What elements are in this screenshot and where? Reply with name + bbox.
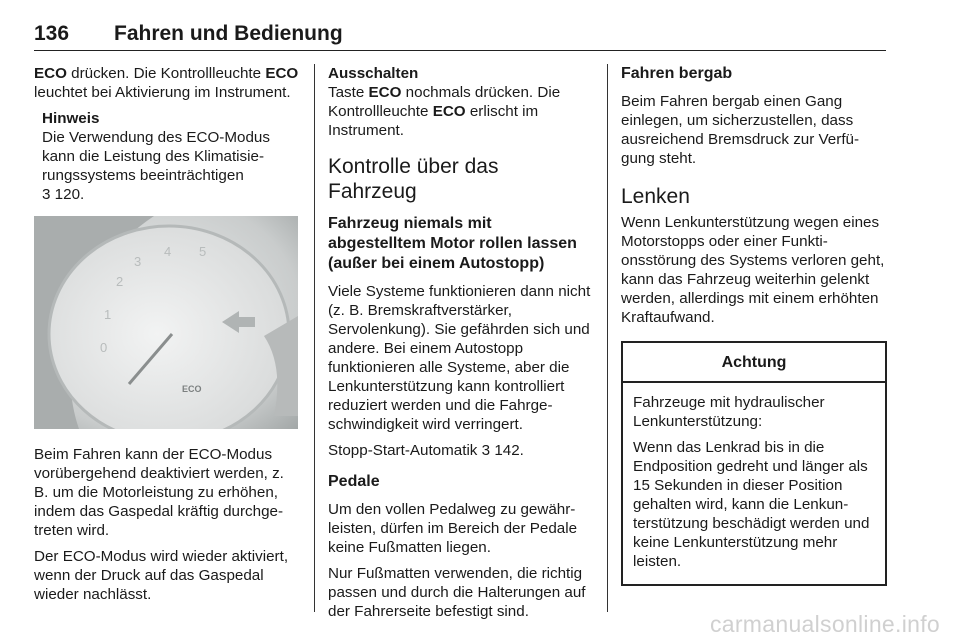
instrument-cluster-photo — [34, 216, 298, 429]
caution-heading: Achtung — [623, 343, 885, 383]
note-block — [42, 109, 300, 204]
page-ref-arrow-icon: 3 — [481, 442, 491, 459]
pedals-heading: Pedale — [328, 473, 380, 490]
floor-mats-paragraph: Nur Fußmatten verwenden, die richtig passen und durch die Halterungen auf der Fahrerseite befestigt sind. — [328, 565, 586, 620]
steering-paragraph: Wenn Lenkunterstützung wegen eines Motorstopps oder einer Funktionsstörung des Systems verloren geht, kann das Fahrzeug weiterhin gelenkt werden, allerdings mit einem erhöhten Kraftaufwand. — [621, 214, 885, 326]
svg-text:0: 0 — [100, 340, 108, 355]
svg-text:ECO: ECO — [182, 384, 202, 394]
caution-body — [623, 383, 885, 584]
eco-activation-paragraph: ECO drücken. Die Kontrollleuchte ECO leuchtet bei Aktivierung im Instrument. — [34, 65, 299, 101]
switch-off-heading: Ausschalten — [328, 65, 419, 82]
column-divider-1 — [314, 64, 315, 612]
page-title: Fahren und Bedienung — [114, 22, 343, 45]
systems-paragraph: Viele Systeme funktionieren dann nicht (z. B. Bremskraftverstärker, Servolenkung). Sie gefährden sich und andere. Bei einem Autostopp funktionieren alle Systeme, aber die Lenkunterstützung kann kontrolliert reduziert werden und die Fahrgeschwindigkeit wird verringert. — [328, 283, 591, 433]
downhill-paragraph: Beim Fahren bergab einen Gang einlegen, um sicherzustellen, dass ausreichend Bremsdruck zur Verfügung steht. — [621, 93, 860, 167]
pedal-travel-paragraph: Um den vollen Pedalweg zu gewährleisten, dürfen im Bereich der Pedale keine Fußmatten liegen. — [328, 501, 578, 556]
caution-paragraph-1: Fahrzeuge mit hydraulischer Lenkunterstützung: — [633, 394, 825, 430]
page-ref-arrow-icon: 3 — [42, 186, 51, 203]
page-number: 136 — [34, 22, 70, 45]
switch-off-paragraph: Taste ECO nochmals drücken. Die Kontrollleuchte ECO erlischt im Instrument. — [328, 84, 561, 139]
svg-text:1: 1 — [104, 307, 112, 322]
caution-box — [621, 341, 887, 586]
svg-text:5: 5 — [199, 244, 207, 259]
caution-paragraph-2: Wenn das Lenkrad bis in die Endposition gedreht und länger als 15 Sekunden in dieser Position gehalten wird, kann die Lenkunterstützung beschädigt werden und keine Lenkunterstützung mehr leisten. — [633, 439, 870, 570]
svg-text:2: 2 — [116, 274, 124, 289]
column-1 — [34, 64, 300, 611]
vehicle-control-heading: Kontrolle über das Fahrzeug — [328, 155, 499, 203]
svg-text:3: 3 — [134, 254, 142, 269]
stop-start-ref: Stopp-Start-Automatik 3 142. — [328, 442, 524, 459]
no-rolling-heading: Fahrzeug niemals mit abgestelltem Motor rollen lassen (außer bei einem Autostopp) — [328, 215, 577, 272]
svg-text:4: 4 — [164, 244, 172, 259]
note-heading: Hinweis — [42, 110, 100, 127]
downhill-heading: Fahren bergab — [621, 65, 733, 82]
eco-deactivation-paragraph: Beim Fahren kann der ECO-Modus vorübergehend deaktiviert werden, z. B. um die Motorleistung zu erhöhen, indem das Gaspedal kräftig durchgetreten wird. — [34, 446, 284, 539]
watermark: carmanualsonline.info — [709, 611, 940, 637]
column-3 — [621, 64, 887, 586]
note-text: Die Verwendung des ECO-Modus kann die Leistung des Klimatisierungssystems beeinträchtigen 3 120. — [42, 129, 270, 203]
column-divider-2 — [607, 64, 608, 612]
eco-reactivation-paragraph: Der ECO-Modus wird wieder aktiviert, wenn der Druck auf das Gaspedal wieder nachlässt. — [34, 548, 289, 603]
column-2 — [328, 64, 592, 628]
steering-heading: Lenken — [621, 185, 690, 208]
page-header — [34, 22, 886, 51]
